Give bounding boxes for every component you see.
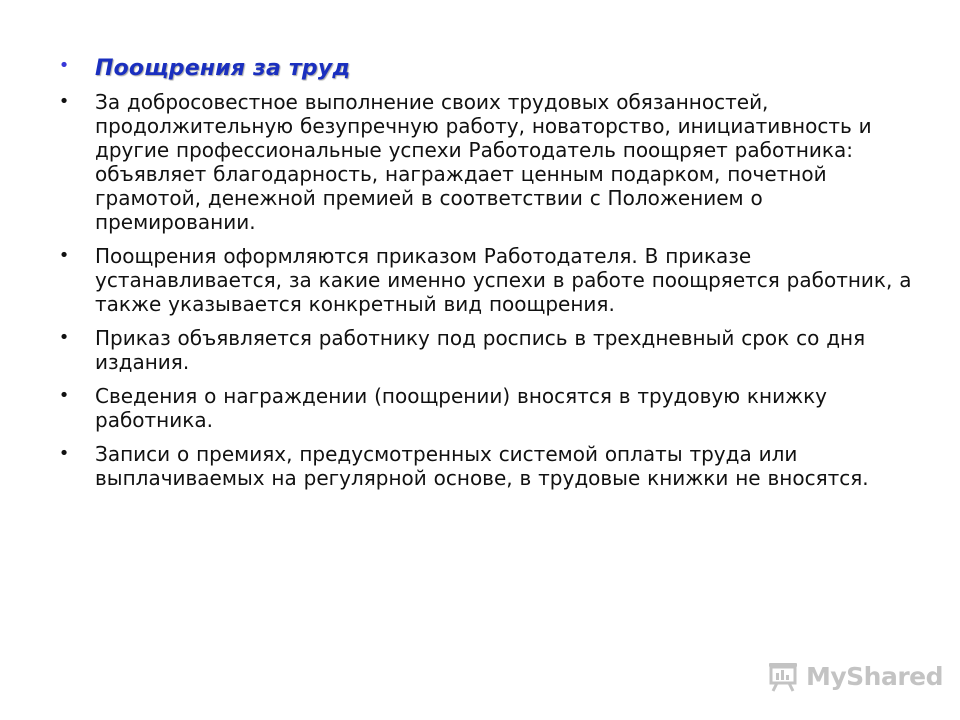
list-item [57, 384, 917, 432]
bullet-icon: • [58, 55, 70, 76]
list-item [57, 90, 917, 234]
bullet-icon: • [58, 327, 70, 348]
bullet-icon: • [58, 245, 70, 266]
heading-item [57, 54, 917, 84]
list-item-text: Записи о премиях, предусмотренных системой оплаты труда или выплачиваемых на регулярной основе, в трудовые книжки не вносятся. [95, 442, 869, 490]
list-item [57, 244, 917, 316]
list-item [57, 326, 917, 374]
list-item-text: Поощрения оформляются приказом Работодателя. В приказе устанавливается, за какие именно успехи в работе поощряется работник, а также указывается конкретный вид поощрения. [95, 244, 912, 316]
bullet-icon: • [58, 443, 70, 464]
slide-heading: Поощрения за труд [95, 56, 351, 81]
presentation-board-icon [766, 659, 800, 693]
list-item-text: Сведения о награждении (поощрении) вносятся в трудовую книжку работника. [95, 384, 827, 432]
watermark-text: MyShared [806, 661, 944, 691]
bullet-icon: • [58, 91, 70, 112]
list-item-text: Приказ объявляется работнику под роспись в трехдневный срок со дня издания. [95, 326, 866, 374]
list-item-text: За добросовестное выполнение своих трудовых обязанностей, продолжительную безупречную работу, новаторство, инициативность и другие профессиональные успехи Работодатель поощряет работника: объявляет благодарность, награждает ценным подарком, почетной грамотой, денежной премией в соответствии с Положением о премировании. [95, 90, 872, 234]
bullet-icon: • [58, 385, 70, 406]
watermark [766, 656, 943, 696]
bullet-list [57, 54, 917, 500]
list-item [57, 442, 917, 490]
